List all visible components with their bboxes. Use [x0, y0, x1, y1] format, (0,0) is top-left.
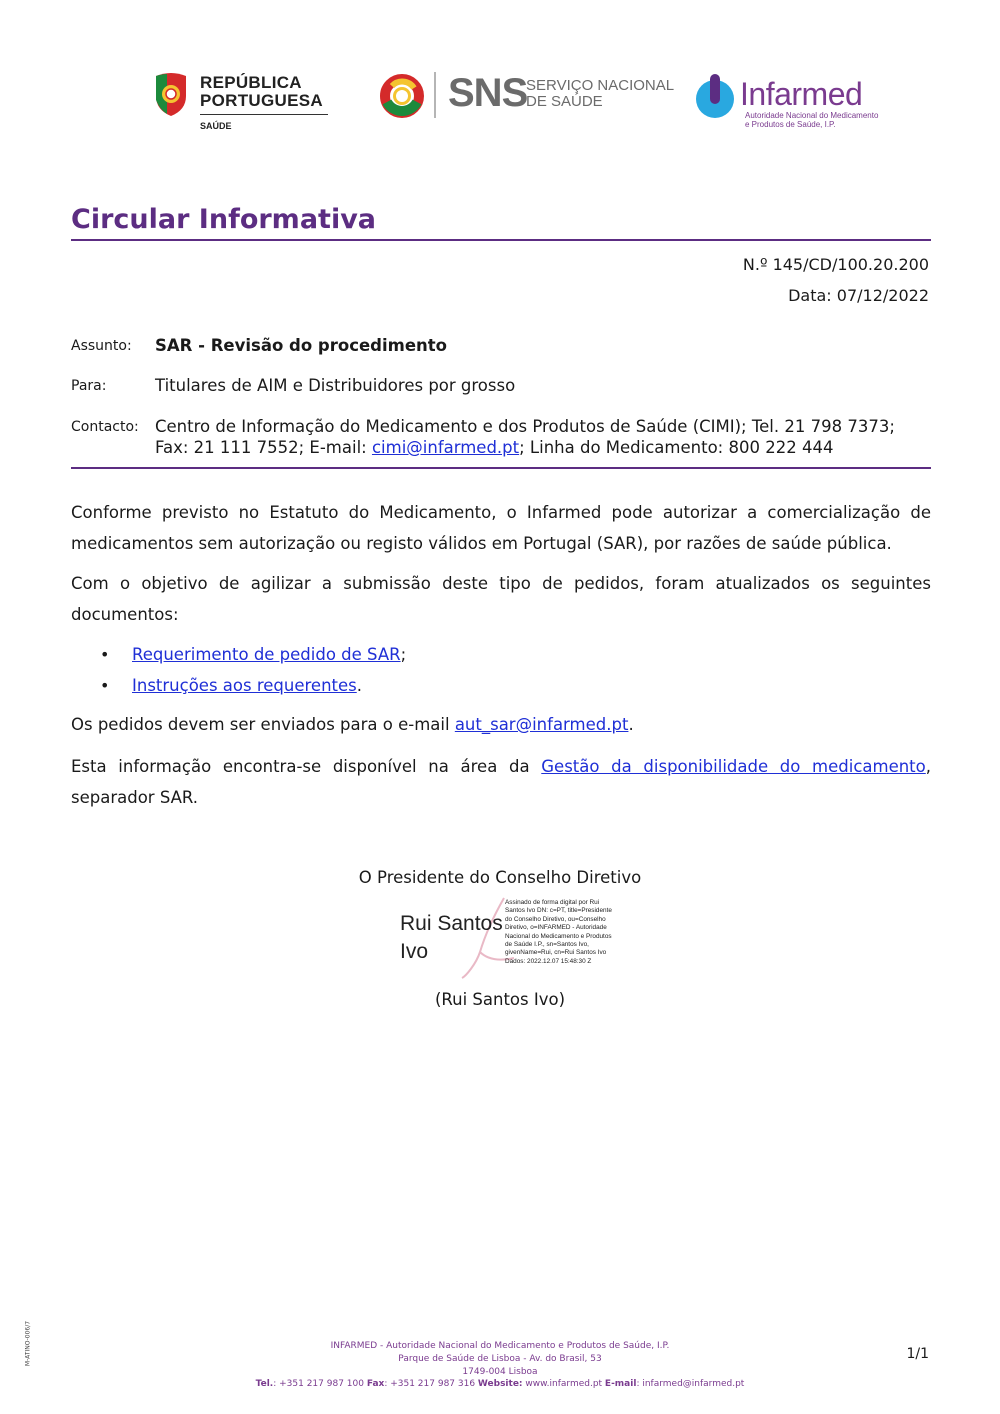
- aut-sar-email-link[interactable]: aut_sar@infarmed.pt: [454, 715, 629, 734]
- digital-signature-name: [400, 910, 503, 966]
- sns-logo: [378, 72, 426, 120]
- assunto-value: SAR - Revisão do procedimento: [155, 336, 448, 355]
- sns-fullname: [526, 78, 674, 110]
- footer-line1: INFARMED - Autoridade Nacional do Medicamento e Produtos de Saúde, I.P.: [330, 1341, 670, 1351]
- circular-number: N.º 145/CD/100.20.200: [742, 255, 929, 274]
- republica-divider: [200, 114, 328, 115]
- signatory-role: O Presidente do Conselho Diretivo: [358, 868, 642, 887]
- contacto-label: Contacto:: [71, 419, 139, 435]
- infarmed-sub2: e Produtos de Saúde, I.P.: [745, 120, 836, 129]
- bullet-1: [132, 645, 406, 664]
- title-underline: [71, 239, 931, 241]
- footer-tel: : +351 217 987 100: [273, 1379, 367, 1389]
- requerimento-link[interactable]: Requerimento de pedido de SAR: [132, 645, 401, 664]
- circular-date: Data: 07/12/2022: [788, 286, 929, 305]
- form-code-text: M-ATINO-006/7: [24, 1320, 32, 1367]
- sns-line1: SERVIÇO NACIONAL: [526, 77, 675, 94]
- footer-email[interactable]: : infarmed@infarmed.pt: [636, 1379, 745, 1389]
- contacto-line2: [155, 438, 833, 457]
- footer-contacts: [0, 1378, 1000, 1391]
- signatory-name: (Rui Santos Ivo): [434, 990, 566, 1009]
- footer-tel-label: Tel.: [255, 1379, 274, 1389]
- assunto-label: Assunto:: [71, 338, 132, 354]
- digital-signature-details: Assinado de forma digital por Rui Santos Ivo DN: c=PT, title=Presidente do Conselho Diretivo, ou=Conselho Diretivo, o=INFARMED - Autoridade Nacional do Medicamento e Produtos de Saúde I.P., sn=Santos Ivo, givenName=Rui, cn=Rui Santos Ivo Dados: 2022.12.07 15:48:30 Z: [505, 899, 612, 965]
- footer-line2: Parque de Saúde de Lisboa - Av. do Brasil, 53: [398, 1354, 602, 1364]
- republica-line1: REPÚBLICA: [200, 73, 302, 92]
- contacto-email-link[interactable]: cimi@infarmed.pt: [371, 438, 520, 457]
- bullet-1-marker: •: [100, 645, 110, 664]
- para-label: Para:: [71, 378, 107, 394]
- meta-divider: [71, 467, 931, 469]
- page-title: Circular Informativa: [71, 204, 377, 235]
- paragraph-4: [71, 751, 931, 813]
- page-number: 1/1: [906, 1346, 929, 1362]
- paragraph-3: [71, 709, 931, 740]
- paragraph-1: Conforme previsto no Estatuto do Medicamento, o Infarmed pode autorizar a comercialização de medicamentos sem autorização ou registo válidos em Portugal (SAR), por razões de saúde pública.: [71, 503, 931, 553]
- bullet-2-tail: .: [356, 676, 362, 695]
- footer-line3: 1749-004 Lisboa: [462, 1367, 538, 1377]
- sns-acronym: SNS: [448, 71, 528, 115]
- contacto-linha: ; Linha do Medicamento: 800 222 444: [519, 438, 834, 457]
- footer-web-label: Website:: [477, 1379, 523, 1389]
- footer-fax-label: Fax: [366, 1379, 385, 1389]
- infarmed-logo-mark: [694, 74, 736, 120]
- paragraph-4-text: Esta informação encontra-se disponível na área da: [71, 757, 542, 776]
- paragraph-4-end: , separador SAR.: [71, 757, 931, 807]
- instrucoes-link[interactable]: Instruções aos requerentes: [132, 676, 357, 695]
- republica-title: [200, 74, 323, 110]
- infarmed-subtitle: [745, 111, 878, 129]
- infarmed-sub1: Autoridade Nacional do Medicamento: [745, 111, 879, 120]
- bullet-1-tail: ;: [400, 645, 407, 664]
- sns-line2: DE SAÚDE: [526, 93, 603, 110]
- para-value: Titulares de AIM e Distribuidores por grosso: [155, 376, 516, 395]
- footer-fax: : +351 217 987 316: [384, 1379, 478, 1389]
- signature-line2: Ivo: [400, 940, 429, 963]
- footer-website[interactable]: www.infarmed.pt: [522, 1379, 605, 1389]
- sns-divider: [434, 72, 436, 118]
- infarmed-drop-icon: [694, 74, 736, 120]
- footer-email-label: E-mail: [604, 1379, 637, 1389]
- bullet-2: [132, 676, 362, 695]
- republica-line2: PORTUGUESA: [200, 91, 323, 110]
- infarmed-name: Infarmed: [740, 76, 863, 112]
- bullet-2-marker: •: [100, 676, 110, 695]
- gestao-disponibilidade-link[interactable]: Gestão da disponibilidade do medicamento: [541, 757, 926, 776]
- signature-line1: Rui Santos: [400, 912, 503, 935]
- paragraph-2: Com o objetivo de agilizar a submissão deste tipo de pedidos, foram atualizados os seguintes documentos:: [71, 574, 931, 624]
- republica-saude-label: SAÚDE: [200, 121, 232, 131]
- contacto-fax: Fax: 21 111 7552; E-mail:: [155, 438, 372, 457]
- republica-shield-icon: [152, 72, 190, 118]
- paragraph-3-end: .: [628, 715, 634, 734]
- sns-ring-icon: [378, 72, 426, 120]
- paragraph-3-text: Os pedidos devem ser enviados para o e-mail: [71, 715, 455, 734]
- contacto-line1: Centro de Informação do Medicamento e dos Produtos de Saúde (CIMI); Tel. 21 798 7373;: [155, 417, 895, 436]
